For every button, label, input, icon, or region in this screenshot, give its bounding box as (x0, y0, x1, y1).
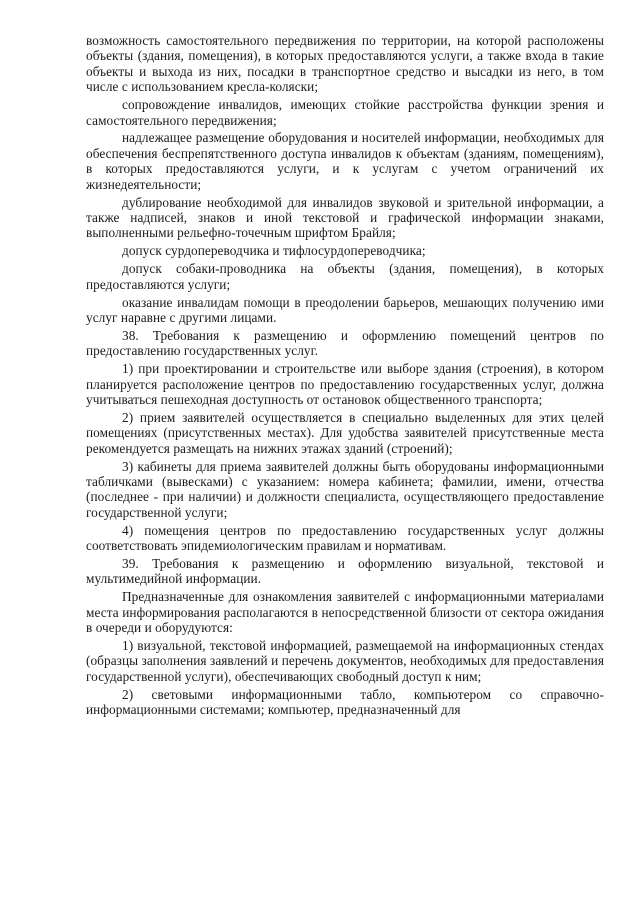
list-item-1: 1) при проектировании и строительстве или выборе здания (строения), в котором планируется расположение центров по предоставлению государственных услуг, должна учитываться пешеходная доступность от остановок общественного транспорта; (86, 361, 604, 407)
paragraph: допуск сурдопереводчика и тифлосурдопереводчика; (122, 243, 426, 259)
paragraph: оказание инвалидам помощи в преодолении барьеров, мешающих получению ими услуг наравне с другими лицами. (86, 294, 604, 325)
paragraph: надлежащее размещение оборудования и носителей информации, необходимых для обеспечения беспрепятственного доступа инвалидов к объектам (зданиям, помещениям), в которых предоставляются услуги, и к услугам с учетом ограничений их жизнедеятельности; (86, 130, 604, 192)
paragraph: Предназначенные для ознакомления заявителей с информационными материалами места информирования располагаются в непосредственной близости от сектора ожидания в очереди и оборудуются: (86, 589, 604, 636)
list-item-2: 2) прием заявителей осуществляется в специально выделенных для этих целей помещениях (присутственных местах). Для удобства заявителей присутственные места рекомендуется размещать на нижних этажах зданий (строений); (86, 409, 604, 456)
list-item-3: 3) кабинеты для приема заявителей должны быть оборудованы информационными табличками (вывесками) с указанием: номера кабинета; фамилии, имени, отчества (последнее - при наличии) и должности специалиста, осуществляющего предоставление государственной услуги; (86, 458, 604, 520)
list-item-2: 2) световыми информационными табло, компьютером со справочно-информационными системами; компьютер, предназначенный для (86, 686, 604, 718)
list-item-1: 1) визуальной, текстовой информацией, размещаемой на информационных стендах (образцы заполнения заявлений и перечень документов, необходимых для предоставления государственной услуги), обеспечивающих свободный доступ к ним; (86, 638, 604, 684)
paragraph: дублирование необходимой для инвалидов звуковой и зрительной информации, а также надписей, знаков и иной текстовой и графической информации знаками, выполненными рельефно-точечным шрифтом Брайля; (86, 194, 604, 241)
paragraph: сопровождение инвалидов, имеющих стойкие расстройства функции зрения и самостоятельного передвижения; (86, 97, 604, 128)
section-heading-38: 38. Требования к размещению и оформлению помещений центров по предоставлению государственных услуг. (86, 327, 604, 359)
list-item-4: 4) помещения центров по предоставлению государственных услуг должны соответствовать эпидемиологическим правилам и нормативам. (86, 522, 604, 554)
section-heading-39: 39. Требования к размещению и оформлению визуальной, текстовой и мультимедийной информации. (86, 556, 604, 587)
paragraph-continuation: возможность самостоятельного передвижения по территории, на которой расположены объекты (здания, помещения), в которых предоставляются услуги, а также входа в такие объекты и выхода из них, посадки в транспортное средство и высадки из него, в том числе с использованием кресла-коляски; (86, 33, 604, 95)
paragraph: допуск собаки-проводника на объекты (здания, помещения), в которых предоставляются услуги; (86, 261, 604, 292)
